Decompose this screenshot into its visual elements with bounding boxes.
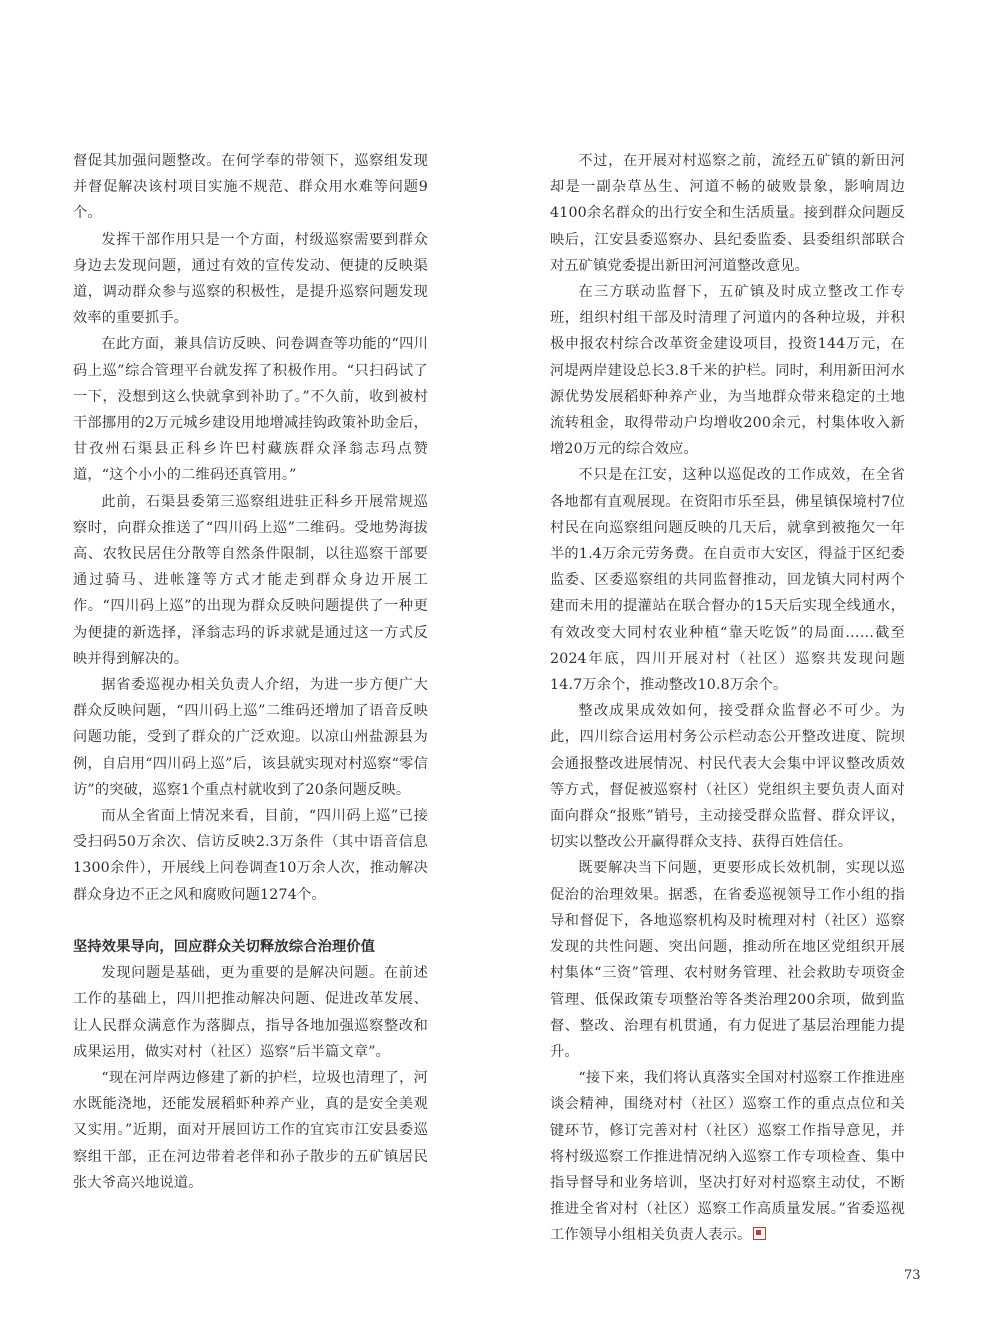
paragraph: 整改成果成效如何，接受群众监督必不可少。为此，四川综合运用村务公示栏动态公开整改进度、院坝会通报整改进展情况、村民代表大会集中评议整改质效等方式，督促被巡察村（社区）党组织主要负责人面对面向群众“报账”销号，主动接受群众监督、群众评议，切实以整改公开赢得群众支持、获得百姓信任。 — [550, 703, 905, 851]
paragraph: 在三方联动监督下，五矿镇及时成立整改工作专班，组织村组干部及时清理了河道内的各种垃圾，并积极申报农村综合改革资金建设项目，投资144万元，在河堤两岸建设总长3.8千米的护栏。同时，利用新田河水源优势发展稻虾种养产业，为当地群众带来稳定的土地流转租金，取得带动户均增收200余元，村集体收入新增20万元的综合效应。 — [550, 284, 905, 458]
right-column — [550, 148, 905, 1249]
section-heading: 坚持效果导向，回应群众关切释放综合治理价值 — [73, 938, 376, 955]
page-number: 73 — [904, 1268, 921, 1283]
paragraph: 发挥干部作用只是一个方面，村级巡察需要到群众身边去发现问题，通过有效的宣传发动、便捷的反映渠道，调动群众参与巡察的积极性，是提升巡察问题发现效率的重要抓手。 — [73, 231, 428, 327]
paragraph-text: “接下来，我们将认真落实全国对村巡察工作推进座谈会精神，围绕对村（社区）巡察工作的重点点位和关键环节，修订完善对村（社区）巡察工作指导意见，并将村级巡察工作推进情况纳入巡察工作专项检查、集中指导督导和业务培训，坚决打好对村巡察主动仗，不断推进全省对村（社区）巡察工作高质量发展。”省委巡视工作领导小组相关负责人表示。 — [550, 1070, 905, 1244]
end-mark-icon — [753, 1227, 766, 1240]
left-column — [73, 148, 428, 1196]
paragraph: 不只是在江安，这种以巡促改的工作成效，在全省各地都有直观展现。在资阳市乐至县，佛星镇保境村7位村民在向巡察组问题反映的几天后，就拿到被拖欠一年半的1.4万余元劳务费。在自贡市大安区，得益于区纪委监委、区委巡察组的共同监督推动，回龙镇大同村两个建而未用的提灌站在联合督办的15天后实现全线通水，有效改变大同村农业种植“靠天吃饭”的局面……截至2024年底，四川开展对村（社区）巡察共发现问题14.7万余个，推动整改10.8万余个。 — [550, 467, 905, 694]
paragraph: 在此方面，兼具信访反映、问卷调查等功能的“四川码上巡”综合管理平台就发挥了积极作用。“只扫码试了一下，没想到这么快就拿到补助了。”不久前，收到被村干部挪用的2万元城乡建设用地增减挂钩政策补助金后，甘孜州石渠县正科乡许巴村藏族群众泽翁志玛点赞道，“这个小小的二维码还真管用。” — [73, 336, 428, 484]
paragraph: 此前，石渠县委第三巡察组进驻正科乡开展常规巡察时，向群众推送了“四川码上巡”二维码。受地势海拔高、农牧民居住分散等自然条件限制，以往巡察干部要通过骑马、进帐篷等方式才能走到群众身边开展工作。“四川码上巡”的出现为群众反映问题提供了一种更为便捷的新选择，泽翁志玛的诉求就是通过这一方式反映并得到解决的。 — [73, 493, 428, 667]
paragraph: 不过，在开展对村巡察之前，流经五矿镇的新田河却是一副杂草丛生、河道不畅的破败景象，影响周边4100余名群众的出行安全和生活质量。接到群众问题反映后，江安县委巡察办、县纪委监委、县委组织部联合对五矿镇党委提出新田河河道整改意见。 — [550, 153, 905, 274]
paragraph: 发现问题是基础，更为重要的是解决问题。在前述工作的基础上，四川把推动解决问题、促进改革发展、让人民群众满意作为落脚点，指导各地加强巡察整改和成果运用，做实对村（社区）巡察“后半篇文章”。 — [73, 965, 428, 1060]
paragraph: “现在河岸两边修建了新的护栏，垃圾也清理了，河水既能浇地，还能发展稻虾种养产业，真的是安全美观又实用。”近期，面对开展回访工作的宜宾市江安县委巡察组干部，正在河边带着老伴和孙子散步的五矿镇居民张大爷高兴地说道。 — [73, 1069, 428, 1191]
paragraph-final — [550, 1065, 905, 1248]
paragraph: 而从全省面上情况来看，目前，“四川码上巡”已接受扫码50万余次、信访反映2.3万条件（其中语音信息1300余件），开展线上问卷调查10万余人次，推动解决群众身边不正之风和腐败问题1274个。 — [73, 808, 428, 903]
paragraph: 督促其加强问题整改。在何学奉的带领下，巡察组发现并督促解决该村项目实施不规范、群众用水难等问题9个。 — [73, 153, 428, 222]
paragraph: 据省委巡视办相关负责人介绍，为进一步方便广大群众反映问题，“四川码上巡”二维码还增加了语音反映问题功能，受到了群众的广泛欢迎。以凉山州盐源县为例，自启用“四川码上巡”后，该县就实现对村巡察“零信访”的突破，巡察1个重点村就收到了20条问题反映。 — [73, 677, 428, 798]
paragraph: 既要解决当下问题，更要形成长效机制，实现以巡促治的治理效果。据悉，在省委巡视领导工作小组的指导和督促下，各地巡察机构及时梳理对村（社区）巡察发现的共性问题、突出问题，推动所在地区党组织开展村集体“三资”管理、农村财务管理、社会救助专项资金管理、低保政策专项整治等各类治理200余项，做到监督、整改、治理有机贯通，有力促进了基层治理能力提升。 — [550, 860, 905, 1060]
